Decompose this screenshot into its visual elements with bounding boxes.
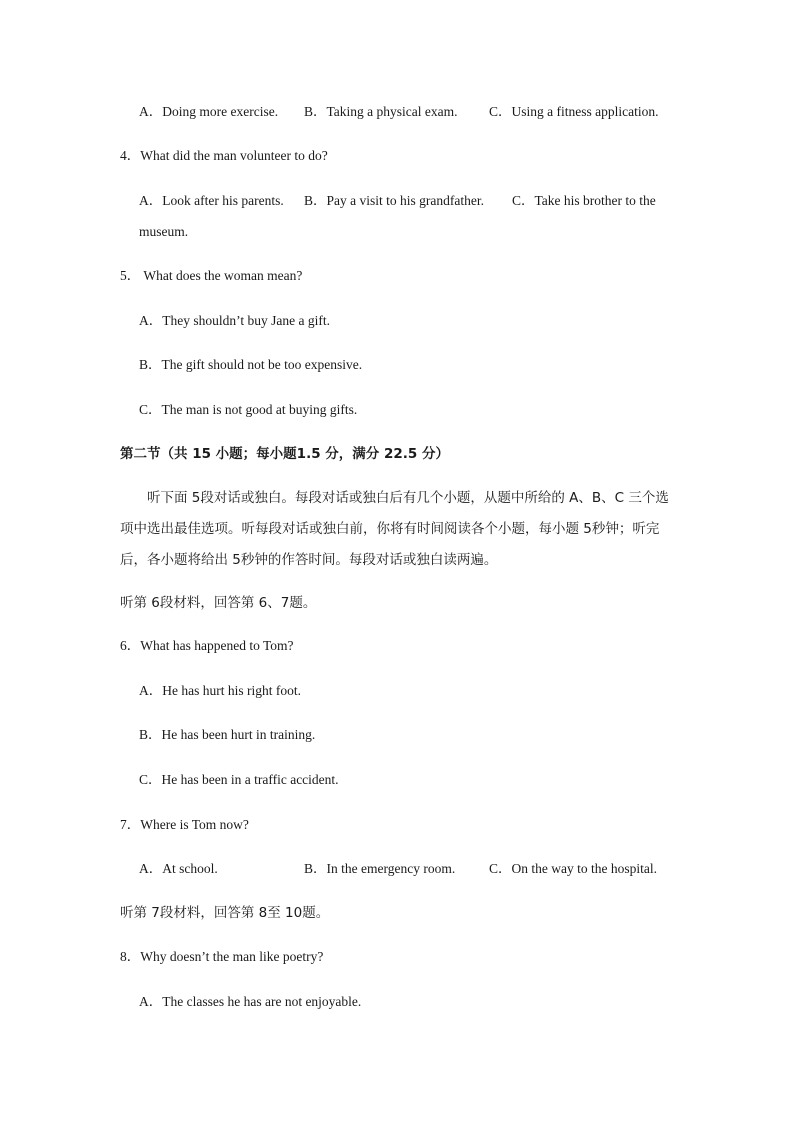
q4-option-a: A．Look after his parents. xyxy=(139,193,284,208)
q7-option-c: C．On the way to the hospital. xyxy=(489,861,657,876)
q6-option-c: C．He has been in a traffic accident. xyxy=(139,772,339,787)
q7-question: 7．Where is Tom now? xyxy=(120,817,249,832)
section-instructions: 听下面 5段对话或独白。每段对话或独白后有几个小题，从题中所给的 A、B、C 三个选项中选出最佳选项。听每段对话或独白前，你将有时间阅读各个小题，每小题 5秒钟；听完后，各小题将给出 5秒钟的作答时间。每段对话或独白读两遍。 xyxy=(120,490,669,568)
material-6-label: 听第 6段材料，回答第 6、7题。 xyxy=(120,595,317,611)
q7-option-b: B．In the emergency room. xyxy=(304,861,456,876)
q5-option-b: B．The gift should not be too expensive. xyxy=(139,357,363,372)
q3-option-b: B．Taking a physical exam. xyxy=(304,104,458,119)
q8-question: 8．Why doesn’t the man like poetry? xyxy=(120,949,324,964)
section-title: 第二节（共 15 小题；每小题1.5 分，满分 22.5 分） xyxy=(120,446,450,462)
q4-option-b: B．Pay a visit to his grandfather. xyxy=(304,193,484,208)
q3-option-a: A．Doing more exercise. xyxy=(139,104,279,119)
q8-option-a: A．The classes he has are not enjoyable. xyxy=(139,994,362,1009)
q6-question: 6．What has happened to Tom? xyxy=(120,638,294,653)
q4-option-c-continued: museum. xyxy=(139,224,189,239)
q7-option-a: A．At school. xyxy=(139,861,218,876)
q4-option-c: C．Take his brother to the xyxy=(512,193,656,208)
q5-option-c: C．The man is not good at buying gifts. xyxy=(139,402,358,417)
q6-option-a: A．He has hurt his right foot. xyxy=(139,683,301,698)
q4-question: 4．What did the man volunteer to do? xyxy=(120,148,328,163)
q5-question: 5． What does the woman mean? xyxy=(120,268,303,283)
q6-option-b: B．He has been hurt in training. xyxy=(139,727,316,742)
material-7-label: 听第 7段材料，回答第 8至 10题。 xyxy=(120,905,330,921)
q5-option-a: A．They shouldn’t buy Jane a gift. xyxy=(139,313,330,328)
q3-option-c: C．Using a fitness application. xyxy=(489,104,659,119)
